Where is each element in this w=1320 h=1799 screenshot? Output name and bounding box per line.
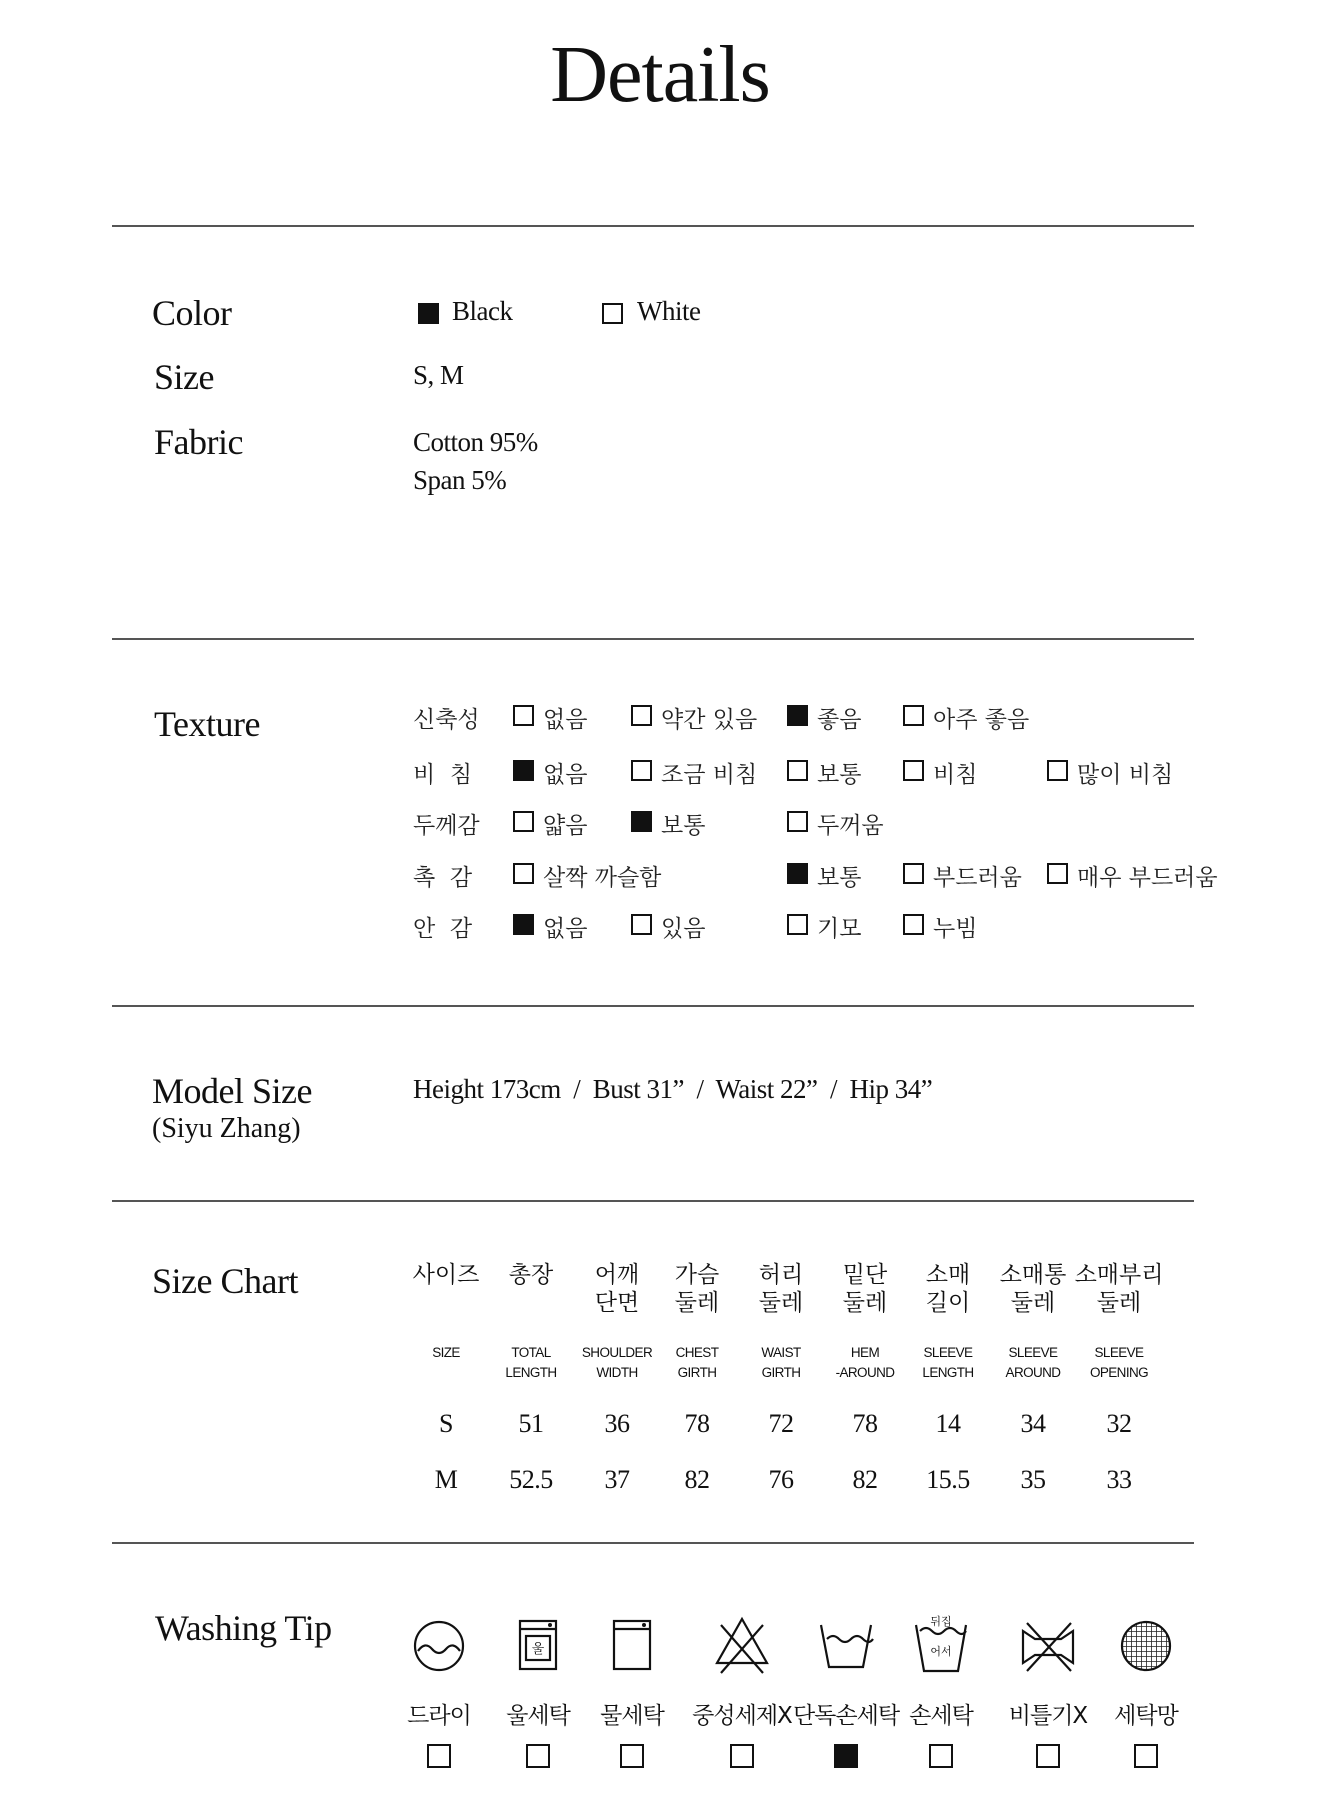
size-chart-value-cell: 82: [852, 1465, 878, 1494]
hand-wash-inside-out-icon: [906, 1611, 976, 1681]
texture-option-checkbox[interactable]: [903, 914, 924, 935]
texture-option-label: 약간 있음: [661, 707, 758, 733]
texture-option-label: 누빔: [933, 916, 978, 942]
texture-row-name: 신축성: [413, 707, 480, 733]
size-chart-column-ko: 밑단 둘레: [842, 1262, 888, 1316]
texture-option-label: 보통: [661, 813, 706, 839]
color-black-label: Black: [452, 296, 513, 326]
fabric-line: Span 5%: [413, 465, 507, 495]
size-chart-value-cell: 78: [852, 1409, 878, 1438]
size-chart-column-ko: 허리 둘레: [758, 1262, 804, 1316]
size-chart-value-cell: 35: [1020, 1465, 1046, 1494]
texture-option-checkbox[interactable]: [631, 760, 652, 781]
washing-checkbox[interactable]: [929, 1744, 953, 1768]
washing-checkbox[interactable]: [427, 1744, 451, 1768]
size-chart-column-en: SIZE: [432, 1345, 460, 1360]
size-chart-column-ko: 어깨 단면: [594, 1262, 640, 1316]
color-black-checkbox[interactable]: [418, 303, 439, 324]
texture-option-checkbox[interactable]: [787, 811, 808, 832]
size-chart-value-cell: 76: [768, 1465, 794, 1494]
washing-label: 울세탁: [506, 1703, 570, 1729]
texture-option-checkbox[interactable]: [787, 705, 808, 726]
washing-label: 비틀기X: [1008, 1703, 1088, 1729]
texture-option-label: 좋음: [817, 707, 862, 733]
texture-option-label: 없음: [543, 916, 588, 942]
texture-option-label: 살짝 까슬함: [543, 865, 662, 891]
texture-option-checkbox[interactable]: [1047, 863, 1068, 884]
size-chart-column-ko: 소매통 둘레: [999, 1262, 1067, 1316]
texture-option-label: 매우 부드러움: [1077, 865, 1218, 891]
size-chart-column-ko: 가슴 둘레: [674, 1262, 720, 1316]
texture-label: Texture: [154, 704, 260, 744]
washing-checkbox[interactable]: [620, 1744, 644, 1768]
size-chart-value-cell: 34: [1020, 1409, 1046, 1438]
washing-checkbox[interactable]: [1134, 1744, 1158, 1768]
texture-option-label: 있음: [661, 916, 706, 942]
texture-option-checkbox[interactable]: [787, 914, 808, 935]
no-neutral-detergent-icon: [707, 1611, 777, 1681]
size-chart-value-cell: 14: [935, 1409, 961, 1438]
texture-option-checkbox[interactable]: [513, 863, 534, 884]
texture-option-checkbox[interactable]: [903, 760, 924, 781]
texture-row-name: 비 침: [413, 762, 473, 788]
water-wash-icon: [597, 1611, 667, 1681]
texture-option-label: 없음: [543, 707, 588, 733]
texture-option-label: 두꺼움: [817, 813, 884, 839]
washing-checkbox[interactable]: [526, 1744, 550, 1768]
divider: [112, 638, 1194, 640]
washing-label: 손세탁: [909, 1703, 973, 1729]
texture-option-checkbox[interactable]: [513, 760, 534, 781]
texture-row-name: 촉 감: [413, 865, 473, 891]
size-chart-value-cell: 36: [604, 1409, 630, 1438]
texture-option-checkbox[interactable]: [903, 863, 924, 884]
size-chart-column-ko: 총장: [508, 1262, 554, 1288]
texture-option-checkbox[interactable]: [1047, 760, 1068, 781]
color-white-checkbox[interactable]: [602, 303, 623, 324]
washing-checkbox[interactable]: [730, 1744, 754, 1768]
washing-label: 중성세제X: [692, 1703, 792, 1729]
texture-option-checkbox[interactable]: [787, 760, 808, 781]
washing-label: 세탁망: [1114, 1703, 1178, 1729]
texture-option-label: 조금 비침: [661, 762, 758, 788]
size-chart-value-cell: 52.5: [509, 1465, 553, 1494]
color-white-label: White: [637, 296, 701, 326]
dry-clean-icon: [404, 1611, 474, 1681]
color-label: Color: [152, 293, 232, 333]
texture-option-checkbox[interactable]: [631, 914, 652, 935]
divider: [112, 225, 1194, 227]
size-chart-column-en: CHEST GIRTH: [675, 1345, 719, 1380]
texture-option-checkbox[interactable]: [631, 811, 652, 832]
divider: [112, 1200, 1194, 1202]
page-title: Details: [550, 31, 770, 119]
size-chart-column-en: HEM -AROUND: [835, 1345, 895, 1380]
size-chart-column-en: SLEEVE AROUND: [1005, 1345, 1061, 1380]
texture-option-label: 부드러움: [933, 865, 1022, 891]
size-chart-column-en: TOTAL LENGTH: [505, 1345, 557, 1380]
size-chart-value-cell: 33: [1106, 1465, 1132, 1494]
size-chart-column-en: SHOULDER WIDTH: [581, 1345, 653, 1380]
texture-option-label: 기모: [817, 916, 862, 942]
svg-text:어서: 어서: [930, 1645, 952, 1658]
size-value: S, M: [413, 360, 464, 390]
size-chart-value-cell: 32: [1106, 1409, 1132, 1438]
size-chart-value-cell: 37: [604, 1465, 630, 1494]
texture-option-checkbox[interactable]: [903, 705, 924, 726]
texture-row-name: 안 감: [413, 916, 473, 942]
texture-option-label: 보통: [817, 865, 862, 891]
size-chart-label: Size Chart: [152, 1261, 298, 1301]
svg-text:뒤집: 뒤집: [930, 1615, 952, 1628]
size-chart-column-en: WAIST GIRTH: [761, 1345, 801, 1380]
size-chart-value-cell: 15.5: [926, 1465, 970, 1494]
model-measurements: Height 173cm / Bust 31” / Waist 22” / Hip 34”: [413, 1074, 933, 1104]
no-wring-icon: [1013, 1611, 1083, 1681]
washing-tip-label: Washing Tip: [155, 1608, 332, 1648]
wool-wash-icon: [503, 1611, 573, 1681]
texture-option-label: 보통: [817, 762, 862, 788]
size-chart-size-cell: S: [439, 1409, 453, 1438]
texture-option-label: 많이 비침: [1077, 762, 1174, 788]
texture-option-label: 없음: [543, 762, 588, 788]
washing-checkbox[interactable]: [1036, 1744, 1060, 1768]
washing-label: 드라이: [407, 1703, 471, 1729]
washing-label: 물세탁: [600, 1703, 664, 1729]
model-name: (Siyu Zhang): [152, 1113, 301, 1144]
fabric-line: Cotton 95%: [413, 427, 538, 457]
size-chart-value-cell: 78: [684, 1409, 710, 1438]
texture-option-checkbox[interactable]: [513, 914, 534, 935]
model-size-label: Model Size: [152, 1071, 312, 1111]
texture-option-checkbox[interactable]: [631, 705, 652, 726]
size-label: Size: [154, 357, 214, 397]
divider: [112, 1542, 1194, 1544]
laundry-net-icon: [1111, 1611, 1181, 1681]
texture-option-label: 아주 좋음: [933, 707, 1030, 733]
svg-text:울: 울: [531, 1642, 545, 1657]
washing-checkbox[interactable]: [834, 1744, 858, 1768]
size-chart-column-ko: 소매 길이: [925, 1262, 971, 1316]
texture-option-checkbox[interactable]: [513, 705, 534, 726]
size-chart-value-cell: 82: [684, 1465, 710, 1494]
fabric-label: Fabric: [154, 422, 243, 462]
size-chart-column-en: SLEEVE LENGTH: [922, 1345, 974, 1380]
size-chart-value-cell: 72: [768, 1409, 794, 1438]
size-chart-column-en: SLEEVE OPENING: [1089, 1345, 1149, 1380]
texture-option-label: 비침: [933, 762, 978, 788]
size-chart-value-cell: 51: [518, 1409, 544, 1438]
size-chart-column-ko: 소매부리 둘레: [1074, 1262, 1164, 1316]
texture-option-label: 얇음: [543, 813, 588, 839]
texture-option-checkbox[interactable]: [513, 811, 534, 832]
size-chart-column-ko: 사이즈: [412, 1262, 480, 1288]
size-chart-size-cell: M: [434, 1465, 458, 1494]
washing-label: 단독손세탁: [792, 1703, 900, 1729]
divider: [112, 1005, 1194, 1007]
texture-row-name: 두께감: [413, 813, 480, 839]
separate-hand-wash-icon: [811, 1611, 881, 1681]
texture-option-checkbox[interactable]: [787, 863, 808, 884]
